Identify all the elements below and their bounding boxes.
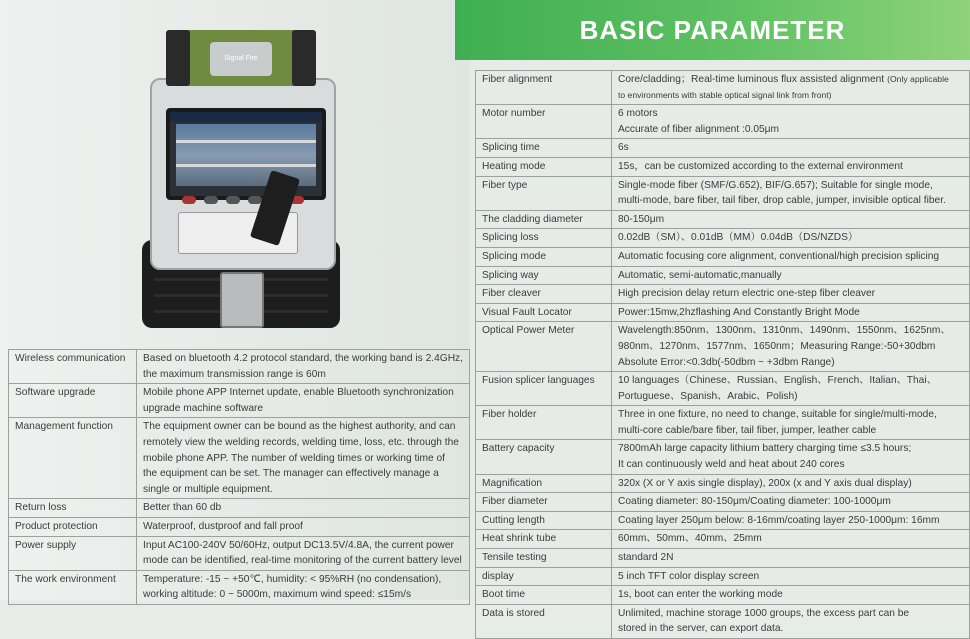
spec-label: Fiber holder bbox=[476, 406, 612, 440]
spec-value bbox=[612, 322, 970, 372]
spec-label: Software upgrade bbox=[9, 384, 137, 418]
spec-value bbox=[612, 530, 970, 549]
spec-note: (Only applicable bbox=[887, 74, 949, 84]
spec-value-line: single or multiple equipment. bbox=[143, 483, 273, 495]
spec-value bbox=[137, 384, 470, 418]
spec-value bbox=[612, 139, 970, 158]
spec-label: Cutting length bbox=[476, 511, 612, 530]
spec-row bbox=[476, 247, 970, 266]
spec-value-line: Input AC100-240V 50/60Hz, output DC13.5V/4.8A, the current power bbox=[143, 539, 454, 551]
spec-value bbox=[612, 493, 970, 512]
spec-label: Return loss bbox=[9, 499, 137, 518]
spec-row bbox=[9, 570, 470, 604]
right-spec-table bbox=[475, 70, 970, 639]
spec-label: Heat shrink tube bbox=[476, 530, 612, 549]
spec-label: Battery capacity bbox=[476, 440, 612, 474]
spec-value bbox=[137, 350, 470, 384]
spec-label: Fiber diameter bbox=[476, 493, 612, 512]
spec-row bbox=[476, 440, 970, 474]
spec-row bbox=[476, 210, 970, 229]
spec-value-line: Waterproof, dustproof and fall proof bbox=[143, 520, 303, 532]
spec-label: Splicing way bbox=[476, 266, 612, 285]
spec-value-line: Core/cladding；Real-time luminous flux assisted alignment bbox=[618, 74, 885, 85]
spec-value-line: the maximum transmission range is 60m bbox=[143, 368, 326, 380]
spec-value bbox=[137, 418, 470, 499]
spec-label: Management function bbox=[9, 418, 137, 499]
spec-label: Splicing time bbox=[476, 139, 612, 158]
spec-value-line: Accurate of fiber alignment :0.05μm bbox=[618, 123, 780, 135]
spec-label: Motor number bbox=[476, 105, 612, 139]
spec-value bbox=[612, 372, 970, 406]
spec-value-line: working altitude: 0 ~ 5000m, maximum wind speed: ≤15m/s bbox=[143, 589, 412, 601]
spec-value-line: Single-mode fiber (SMF/G.652), BIF/G.657); Suitable for single mode, bbox=[618, 179, 933, 191]
spec-row bbox=[476, 229, 970, 248]
spec-row bbox=[476, 285, 970, 304]
spec-row bbox=[476, 176, 970, 210]
spec-label: display bbox=[476, 567, 612, 586]
spec-value-line: multi-mode, bare fiber, tail fiber, drop cable, jumper, invisible optical fiber. bbox=[618, 195, 946, 207]
spec-row bbox=[476, 406, 970, 440]
header-banner bbox=[455, 0, 970, 60]
spec-value-line: Coating layer 250μm below: 8-16mm/coating layer 250-1000μm: 16mm bbox=[618, 514, 940, 526]
spec-value-line: Mobile phone APP Internet update, enable Bluetooth synchronization bbox=[143, 387, 454, 399]
spec-value-line: Based on bluetooth 4.2 protocol standard, the working band is 2.4GHz, bbox=[143, 353, 463, 364]
spec-value-line: Better than 60 db bbox=[143, 502, 222, 514]
spec-value bbox=[612, 474, 970, 493]
spec-value-line: stored in the server, can export data. bbox=[618, 623, 784, 635]
spec-value bbox=[612, 303, 970, 322]
spec-row bbox=[476, 105, 970, 139]
spec-label: Splicing mode bbox=[476, 247, 612, 266]
spec-value-line: 7800mAh large capacity lithium battery charging time ≤3.5 hours; bbox=[618, 443, 912, 455]
spec-label: Fusion splicer languages bbox=[476, 372, 612, 406]
spec-value bbox=[612, 604, 970, 638]
spec-value bbox=[612, 586, 970, 605]
spec-value-line: High precision delay return electric one-step fiber cleaver bbox=[618, 288, 876, 300]
spec-value bbox=[612, 511, 970, 530]
spec-label: Product protection bbox=[9, 517, 137, 536]
spec-row bbox=[476, 71, 970, 105]
spec-value-line: 980nm、1270nm、1577nm、1650nm；Measuring Range:-50+30dbm bbox=[618, 340, 936, 352]
left-spec-table bbox=[8, 349, 470, 605]
spec-value-line: The equipment owner can be bound as the highest authority, and can bbox=[143, 421, 456, 433]
spec-row bbox=[9, 350, 470, 384]
spec-label: Fiber alignment bbox=[476, 71, 612, 105]
spec-row bbox=[476, 586, 970, 605]
spec-label: Magnification bbox=[476, 474, 612, 493]
spec-label: Wireless communication bbox=[9, 350, 137, 384]
spec-value-line: Unlimited, machine storage 1000 groups, the excess part can be bbox=[618, 607, 910, 619]
spec-label: Boot time bbox=[476, 586, 612, 605]
spec-value-line: Portuguese、Spanish、Arabic、Polish) bbox=[618, 390, 798, 402]
spec-value-line: 10 languages（Chinese、Russian、English、French、Italian、Thai、 bbox=[618, 375, 937, 387]
spec-row bbox=[476, 493, 970, 512]
spec-value bbox=[612, 229, 970, 248]
spec-value-line: 1s, boot can enter the working mode bbox=[618, 589, 783, 601]
spec-label: Fiber type bbox=[476, 176, 612, 210]
spec-row bbox=[476, 549, 970, 568]
spec-row bbox=[476, 139, 970, 158]
spec-value-line: the equipment can be set. The manager can effectively manage a bbox=[143, 468, 439, 480]
spec-row bbox=[476, 157, 970, 176]
spec-value bbox=[612, 440, 970, 474]
spec-label: The cladding diameter bbox=[476, 210, 612, 229]
page-title: BASIC PARAMETER bbox=[579, 14, 846, 45]
spec-value bbox=[612, 157, 970, 176]
spec-label: Fiber cleaver bbox=[476, 285, 612, 304]
spec-label: Optical Power Meter bbox=[476, 322, 612, 372]
spec-value bbox=[612, 247, 970, 266]
spec-row bbox=[476, 567, 970, 586]
spec-row bbox=[476, 322, 970, 372]
spec-row bbox=[9, 384, 470, 418]
spec-row bbox=[476, 530, 970, 549]
spec-row bbox=[476, 511, 970, 530]
spec-value bbox=[612, 210, 970, 229]
spec-value bbox=[612, 549, 970, 568]
spec-row bbox=[476, 303, 970, 322]
spec-value-line: Power:15mw,2hzflashing And Constantly Bright Mode bbox=[618, 306, 860, 318]
spec-row bbox=[9, 536, 470, 570]
spec-label: Splicing loss bbox=[476, 229, 612, 248]
device-latch bbox=[220, 272, 264, 328]
spec-value-line: 80-150μm bbox=[618, 213, 665, 225]
spec-value bbox=[137, 499, 470, 518]
spec-row bbox=[9, 499, 470, 518]
spec-value-line: Automatic, semi-automatic,manually bbox=[618, 269, 782, 281]
spec-label: Data is stored bbox=[476, 604, 612, 638]
spec-value-line: upgrade machine software bbox=[143, 402, 264, 414]
spec-value bbox=[612, 567, 970, 586]
spec-value-line: Coating diameter: 80-150μm/Coating diameter: 100-1000μm bbox=[618, 496, 891, 508]
device-logo bbox=[210, 42, 272, 76]
spec-value-line: 0.02dB（SM）、0.01dB（MM）0.04dB（DS/NZDS） bbox=[618, 232, 859, 244]
spec-value bbox=[612, 176, 970, 210]
spec-note: to environments with stable optical signal link from front) bbox=[618, 89, 832, 100]
fusion-splicer-image bbox=[138, 28, 344, 328]
spec-value-line: It can continuously weld and heat about 240 cores bbox=[618, 459, 845, 471]
spec-value bbox=[612, 71, 970, 105]
spec-value-line: Wavelength:850nm、1300nm、1310nm、1490nm、1550nm、1625nm、 bbox=[618, 325, 951, 337]
spec-value-line: Absolute Error:<0.3db(-50dbm ~ +3dbm Range) bbox=[618, 356, 835, 368]
spec-value-line: 15s，can be customized according to the external environment bbox=[618, 160, 903, 172]
spec-label: Heating mode bbox=[476, 157, 612, 176]
spec-value-line: mobile phone APP. The number of welding times or working time of bbox=[143, 452, 446, 464]
spec-row bbox=[476, 266, 970, 285]
spec-label: The work environment bbox=[9, 570, 137, 604]
spec-row bbox=[9, 517, 470, 536]
spec-value-line: 60mm、50mm、40mm、25mm bbox=[618, 533, 762, 545]
spec-value-line: 320x (X or Y axis single display), 200x (x and Y axis dual display) bbox=[618, 477, 912, 489]
spec-row bbox=[476, 604, 970, 638]
spec-value bbox=[612, 406, 970, 440]
spec-row bbox=[476, 474, 970, 493]
spec-label: Visual Fault Locator bbox=[476, 303, 612, 322]
device-lid bbox=[166, 30, 316, 86]
spec-row bbox=[9, 418, 470, 499]
spec-value bbox=[137, 517, 470, 536]
spec-label: Tensile testing bbox=[476, 549, 612, 568]
spec-value bbox=[612, 266, 970, 285]
spec-value-line: 6 motors bbox=[618, 108, 658, 120]
spec-value-line: Three in one fixture, no need to change, suitable for single/multi-mode, bbox=[618, 409, 937, 421]
spec-value-line: mode can be identified, real-time monitoring of the current battery level bbox=[143, 555, 462, 567]
spec-value bbox=[612, 105, 970, 139]
spec-value-line: Automatic focusing core alignment, conventional/high precision splicing bbox=[618, 250, 940, 262]
spec-value bbox=[612, 285, 970, 304]
spec-value-line: 5 inch TFT color display screen bbox=[618, 570, 760, 582]
spec-label: Power supply bbox=[9, 536, 137, 570]
spec-value-line: Temperature: -15 ~ +50℃, humidity: < 95%RH (no condensation), bbox=[143, 573, 442, 585]
spec-value bbox=[137, 570, 470, 604]
spec-value-line: standard 2N bbox=[618, 552, 674, 564]
spec-row bbox=[476, 372, 970, 406]
spec-value-line: remotely view the welding records, welding time, loss, etc. through the bbox=[143, 436, 459, 448]
spec-value-line: multi-core cable/bare fiber, tail fiber, jumper, leather cable bbox=[618, 424, 877, 436]
logo-text: Signal Fire bbox=[224, 55, 258, 62]
spec-value bbox=[137, 536, 470, 570]
device-screen bbox=[166, 108, 326, 200]
spec-value-line: 6s bbox=[618, 142, 629, 154]
